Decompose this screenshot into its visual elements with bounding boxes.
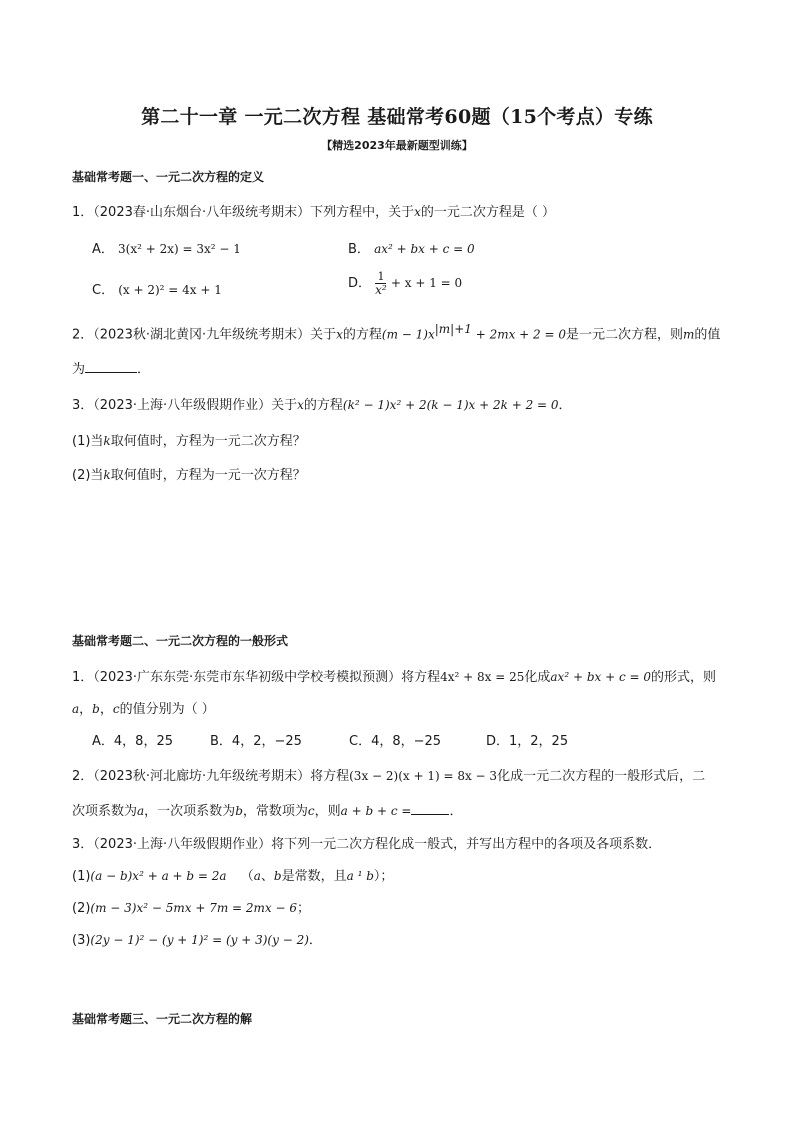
- question-2-3-sub2: (2)(m − 3)x² − 5mx + 7m = 2mx − 6；: [72, 901, 311, 916]
- section-heading-2: 基础常考题二、一元二次方程的一般形式: [72, 634, 289, 648]
- option-b: B．4，2，−25: [210, 734, 302, 749]
- question-1-3-sub1: (1)当k取何值时，方程为一元二次方程？: [72, 434, 306, 449]
- option-a: A． 3(x² + 2x) = 3x² − 1: [92, 242, 241, 257]
- question-1-3: 3．（2023·上海·八年级假期作业）关于x的方程(k² − 1)x² + 2(k − 1)x + 2k + 2 = 0．: [72, 398, 572, 413]
- fraction: $\frac{1}{\text{x²}}$: [375, 270, 387, 297]
- question-1-3-sub2: (2)当k取何值时，方程为一元一次方程？: [72, 468, 306, 483]
- option-d: D． $\frac{1}{\text{x²}}$ + x + 1 = 0: [348, 270, 463, 297]
- question-1-1: 1．（2023春·山东烟台·八年级统考期末）下列方程中，关于x的一元二次方程是（ ）: [72, 205, 556, 220]
- page-subtitle: 【精选2023年最新题型训练】: [321, 139, 473, 152]
- answer-blank[interactable]: [411, 802, 449, 815]
- question-2-3: 3．（2023·上海·八年级假期作业）将下列一元二次方程化成一般式，并写出方程中的各项及各项系数．: [72, 837, 662, 852]
- question-2-1: 1．（2023·广东东莞·东莞市东华初级中学校考模拟预测）将方程4x² + 8x = 25化成ax² + bx + c = 0的形式，则: [72, 670, 717, 685]
- question-1-2: 2．（2023秋·湖北黄冈·九年级统考期末）关于x的方程$(m - 1)x^{|m|+1} + 2mx + 2 = 0$是一元二次方程，则m的值: [72, 322, 721, 343]
- section-heading-1: 基础常考题一、一元二次方程的定义: [72, 170, 265, 184]
- question-2-3-sub1: (1)(a − b)x² + a + b = 2a （a、b是常数，且a ¹ b）；: [72, 869, 394, 884]
- section-heading-3: 基础常考题三、一元二次方程的解: [72, 1012, 253, 1026]
- option-d: D．1，2，25: [486, 734, 569, 749]
- answer-blank[interactable]: [85, 360, 137, 373]
- question-2-3-sub3: (3)(2y − 1)² − (y + 1)² = (y + 3)(y − 2)．: [72, 933, 322, 948]
- question-1-2-cont: 为 ．: [72, 362, 151, 377]
- option-c: C． (x + 2)² = 4x + 1: [92, 283, 222, 298]
- question-2-2-cont: 次项系数为a，一次项系数为b，常数项为c，则a + b + c = ．: [72, 804, 463, 819]
- question-2-2: 2．（2023秋·河北廊坊·九年级统考期末）将方程(3x − 2)(x + 1) = 8x − 3化成一元二次方程的一般形式后，二: [72, 769, 706, 784]
- page-title: 第二十一章 一元二次方程 基础常考60题（15个考点）专练: [141, 106, 653, 128]
- option-a: A．4，8，25: [92, 734, 173, 749]
- option-b: B． ax² + bx + c = 0: [348, 242, 475, 257]
- question-2-1-cont: a，b，c的值分别为（ ）: [72, 702, 215, 717]
- option-c: C．4，8，−25: [349, 734, 442, 749]
